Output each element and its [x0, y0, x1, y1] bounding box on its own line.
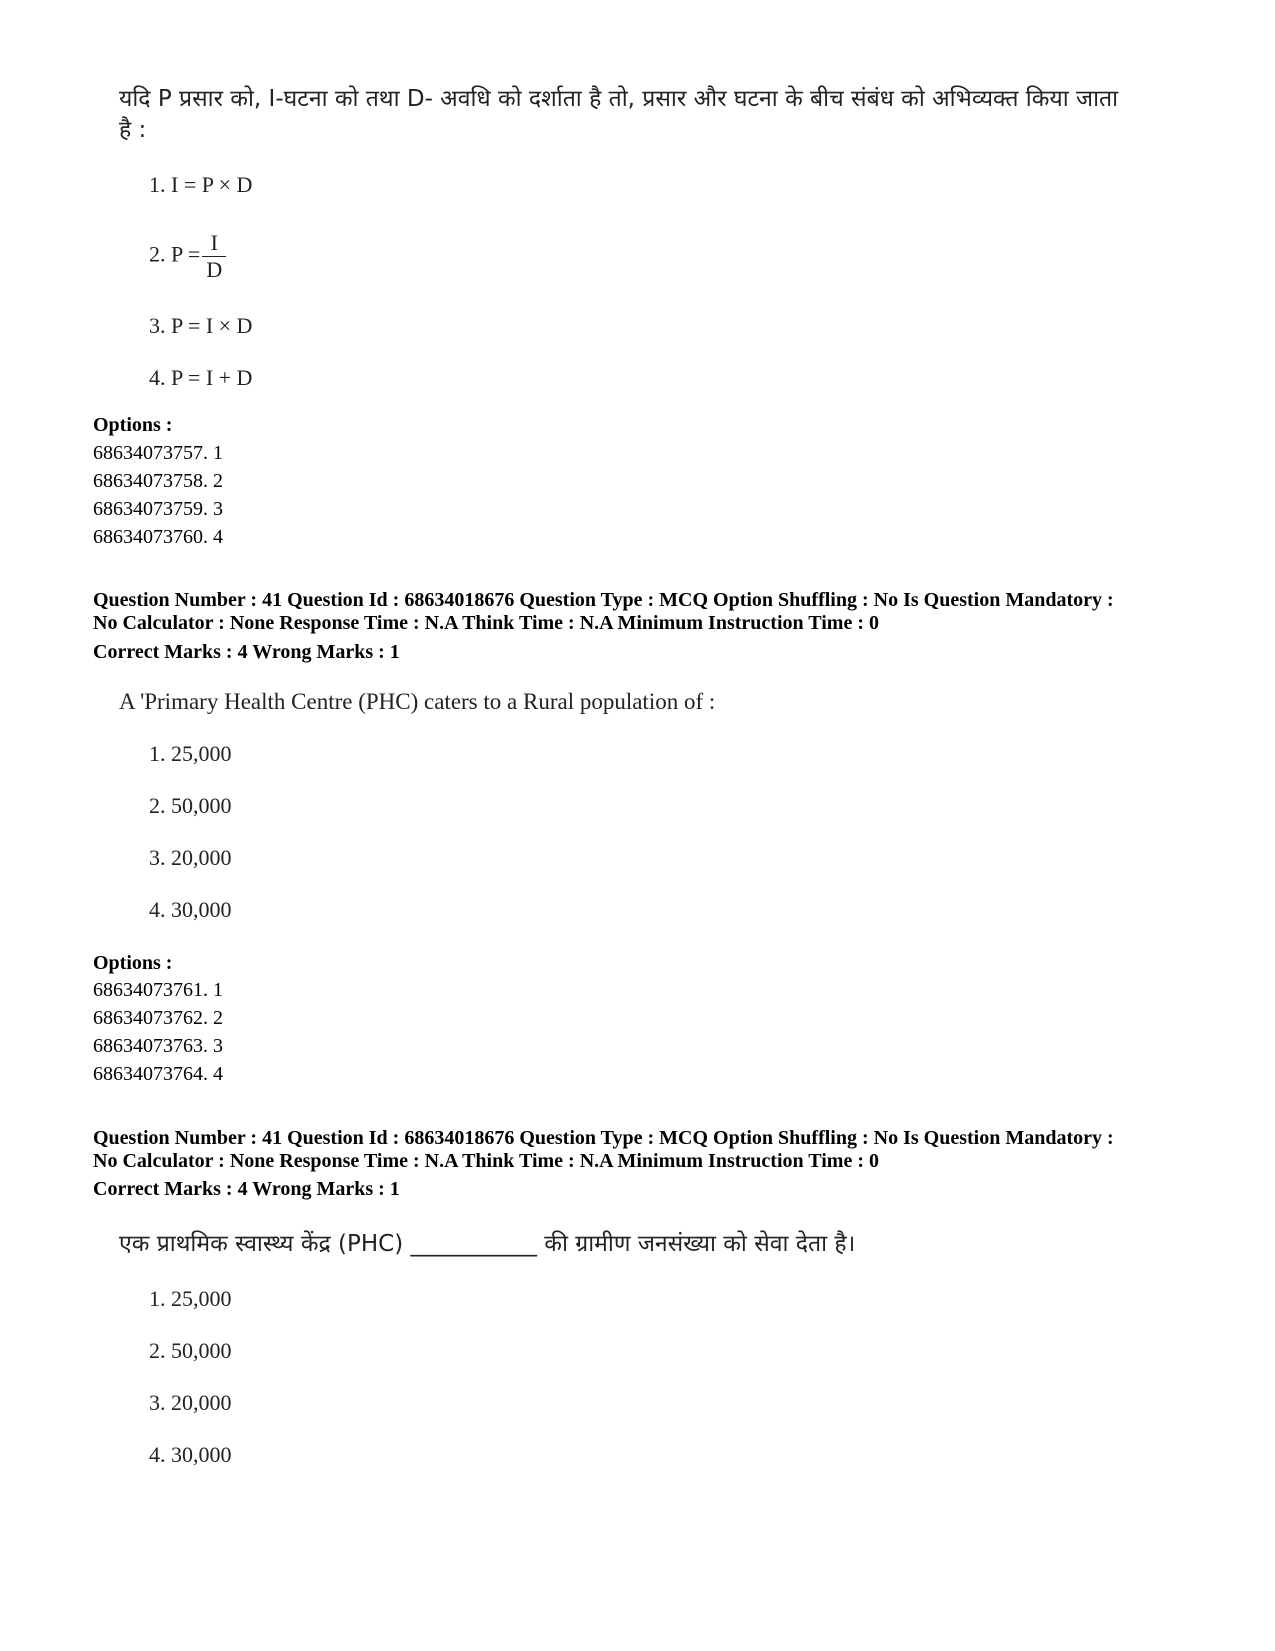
- choice-1: 1. 25,000: [149, 1286, 232, 1311]
- choice-3: 3. P = I × D: [149, 313, 253, 338]
- option-line: 68634073764. 4: [93, 1063, 223, 1085]
- choice-2: [149, 230, 226, 283]
- option-line: 68634073758. 2: [93, 470, 223, 492]
- options-heading: Options :: [93, 414, 173, 436]
- fraction: [202, 230, 226, 283]
- question-text-hindi: [119, 84, 1189, 146]
- choice-1: 1. 25,000: [149, 741, 232, 766]
- choice-4: 4. 30,000: [149, 897, 232, 922]
- marks-line: Correct Marks : 4 Wrong Marks : 1: [93, 1178, 400, 1200]
- choice-2-prefix: 2. P =: [149, 241, 201, 267]
- option-line: 68634073763. 3: [93, 1035, 223, 1057]
- choice-4: 4. 30,000: [149, 1442, 232, 1467]
- choice-1: 1. I = P × D: [149, 172, 253, 197]
- question-line-2: है :: [119, 117, 147, 143]
- option-line: 68634073757. 1: [93, 442, 223, 464]
- question-meta-line-2: No Calculator : None Response Time : N.A Think Time : N.A Minimum Instruction Time : 0: [93, 612, 879, 634]
- choice-3: 3. 20,000: [149, 1390, 232, 1415]
- options-heading: Options :: [93, 952, 173, 974]
- choice-3: 3. 20,000: [149, 845, 232, 870]
- question-text-english: A 'Primary Health Centre (PHC) caters to a Rural population of :: [119, 689, 716, 714]
- option-line: 68634073762. 2: [93, 1007, 223, 1029]
- option-line: 68634073759. 3: [93, 498, 223, 520]
- option-line: 68634073761. 1: [93, 979, 223, 1001]
- fraction-denominator: D: [206, 257, 223, 282]
- fraction-numerator: I: [202, 230, 226, 257]
- question-text-hindi: एक प्राथमिक स्वास्थ्य केंद्र (PHC) ___________ की ग्रामीण जनसंख्या को सेवा देता है।: [119, 1231, 856, 1257]
- question-line-1: यदि P प्रसार को, I-घटना को तथा D- अवधि को दर्शाता है तो, प्रसार और घटना के बीच संबंध को अभिव्यक्त किया जाता: [119, 86, 1119, 112]
- marks-line: Correct Marks : 4 Wrong Marks : 1: [93, 641, 400, 663]
- option-line: 68634073760. 4: [93, 526, 223, 548]
- question-meta-line-1: Question Number : 41 Question Id : 68634018676 Question Type : MCQ Option Shuffling : No Is Question Mandatory :: [93, 1127, 1114, 1149]
- choice-4: 4. P = I + D: [149, 365, 253, 390]
- choice-2: 2. 50,000: [149, 793, 232, 818]
- question-meta-line-2: No Calculator : None Response Time : N.A Think Time : N.A Minimum Instruction Time : 0: [93, 1150, 879, 1172]
- question-meta-line-1: Question Number : 41 Question Id : 68634018676 Question Type : MCQ Option Shuffling : No Is Question Mandatory :: [93, 589, 1114, 611]
- choice-2: 2. 50,000: [149, 1338, 232, 1363]
